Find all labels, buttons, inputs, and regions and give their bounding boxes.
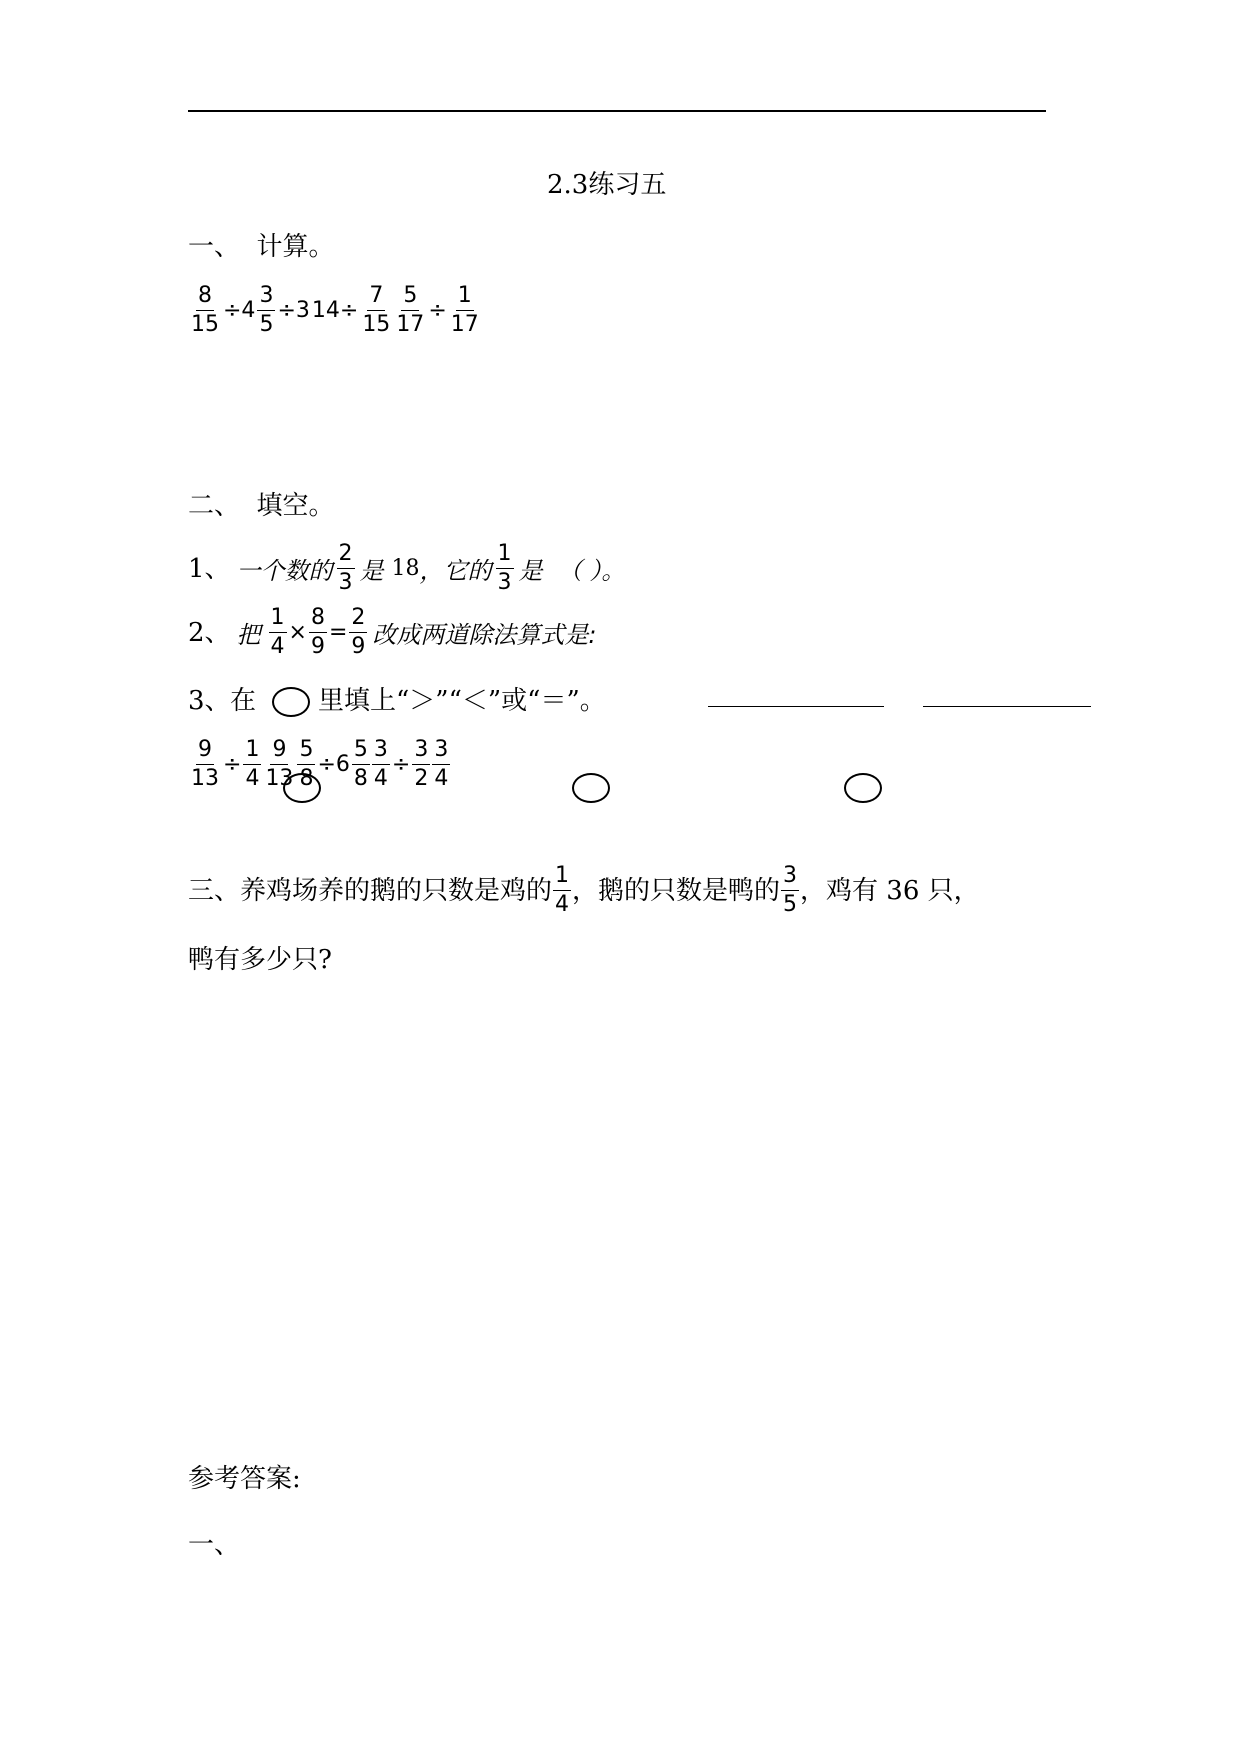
q1-text-1: 一个数的 [236, 557, 333, 585]
denominator: 17 [396, 312, 425, 337]
numerator: 5 [352, 736, 370, 765]
numerator: 1 [456, 282, 474, 311]
section2-heading: 二、 填空。 [188, 491, 335, 521]
expr1-operator: 14÷ [311, 298, 359, 323]
q2-fraction-2-num: 8 [309, 604, 327, 633]
q1-number: 1、 [188, 553, 231, 584]
expr3-fraction [243, 736, 261, 793]
comparison-circle-3-icon [844, 773, 882, 803]
expr1-fraction [394, 282, 426, 339]
q2-operator-2: = [328, 620, 348, 645]
q2 [188, 604, 597, 661]
expr3-fraction [372, 736, 390, 793]
numerator: 5 [401, 282, 419, 311]
numerator: 3 [257, 282, 275, 311]
denominator: 15 [362, 312, 391, 337]
q2-text-2: 改成两道除法算式是: [372, 621, 597, 649]
expr1-fraction [189, 282, 221, 339]
denominator: 15 [191, 312, 219, 337]
q2-fraction-2-den: 9 [310, 634, 325, 659]
section3-text-1: 三、养鸡场养的鹅的只数是鸡的 [188, 875, 553, 906]
numerator: 5 [297, 736, 315, 765]
denominator: 4 [373, 766, 388, 791]
numerator: 3 [372, 736, 390, 765]
comparison-circle-2-icon [572, 773, 610, 803]
numerator: 7 [367, 282, 385, 311]
expr3-operator: ÷ [391, 752, 411, 777]
denominator: 4 [245, 766, 260, 791]
section3-fraction-1-num: 1 [553, 862, 571, 891]
q2-fraction-1 [269, 604, 287, 661]
q1-fraction-2-num: 1 [496, 540, 514, 569]
numerator: 8 [196, 282, 214, 311]
expr1-operator: ÷ [428, 298, 447, 323]
denominator: 8 [299, 766, 314, 791]
comparison-circle-1-icon [283, 773, 321, 803]
q2-fraction-3 [349, 604, 367, 661]
section1-heading: 一、 计算。 [188, 232, 335, 262]
denominator: 2 [414, 766, 429, 791]
expr3-fraction [189, 736, 221, 793]
numerator: 3 [412, 736, 430, 765]
q2-fraction-3-den: 9 [351, 634, 366, 659]
numerator: 9 [196, 736, 214, 765]
answer-line-1 [708, 706, 884, 707]
header-rule [188, 110, 1046, 112]
denominator: 5 [259, 312, 274, 337]
q1-fraction-1-num: 2 [337, 540, 355, 569]
section3-fraction-1 [553, 862, 571, 919]
q3-number: 3、 [188, 686, 231, 716]
q2-operator-1: × [288, 620, 307, 645]
expr3-fraction [352, 736, 370, 793]
expr1-fraction [449, 282, 481, 339]
q1-value: 18 [391, 555, 420, 581]
expr3-fraction [432, 736, 450, 793]
q3-text-2: 里填上“＞”“＜”或“＝”。 [318, 686, 606, 716]
answers-item-1: 一、 [188, 1530, 241, 1560]
q1-text-2: 是 [359, 557, 384, 585]
expr1-fraction [360, 282, 392, 339]
q2-fraction-2 [309, 604, 327, 661]
numerator: 9 [270, 736, 288, 765]
q1-fraction-1-den: 3 [338, 570, 353, 595]
denominator: 8 [353, 766, 368, 791]
expr1-operator: ÷4 [223, 298, 256, 323]
q3-text-1: 在 [230, 686, 257, 716]
denominator: 17 [450, 312, 479, 337]
section3-text-3: ，鸡有 36 只， [800, 875, 980, 906]
q1-fraction-2-den: 3 [497, 570, 512, 595]
answers-heading: 参考答案: [188, 1464, 301, 1494]
page-title: 2.3练习五 [547, 170, 667, 200]
q2-fraction-1-den: 4 [270, 634, 285, 659]
denominator: 13 [265, 766, 294, 791]
section3-text-2: ，鹅的只数是鸭的 [572, 875, 781, 906]
answer-line-2 [923, 706, 1091, 707]
section3-fraction-2-den: 5 [783, 892, 798, 917]
expr1-operator: ÷3 [277, 298, 310, 323]
numerator: 3 [432, 736, 450, 765]
comparison-circle-icon [272, 687, 310, 717]
expr3-operator: ÷ [223, 752, 242, 777]
denominator: 4 [434, 766, 449, 791]
expr3-operator: ÷6 [317, 752, 350, 777]
q1-text-4: 是 （ ）。 [518, 557, 626, 585]
q1 [188, 540, 625, 597]
q2-text-1: 把 [236, 621, 261, 649]
denominator: 13 [191, 766, 219, 791]
expr3-fraction [412, 736, 430, 793]
q1-fraction-2 [496, 540, 514, 597]
section3-fraction-1-den: 4 [555, 892, 570, 917]
section3-line2: 鸭有多少只? [188, 945, 332, 975]
q2-number: 2、 [188, 617, 231, 648]
q2-fraction-1-num: 1 [269, 604, 287, 633]
numerator: 1 [243, 736, 261, 765]
section3-line1 [188, 862, 980, 919]
section3-fraction-2 [781, 862, 799, 919]
section3-fraction-2-num: 3 [781, 862, 799, 891]
section1-expression [188, 282, 482, 339]
q2-fraction-3-num: 2 [349, 604, 367, 633]
expr1-fraction [257, 282, 275, 339]
q1-fraction-1 [337, 540, 355, 597]
q1-text-3: ，它的 [419, 557, 492, 585]
